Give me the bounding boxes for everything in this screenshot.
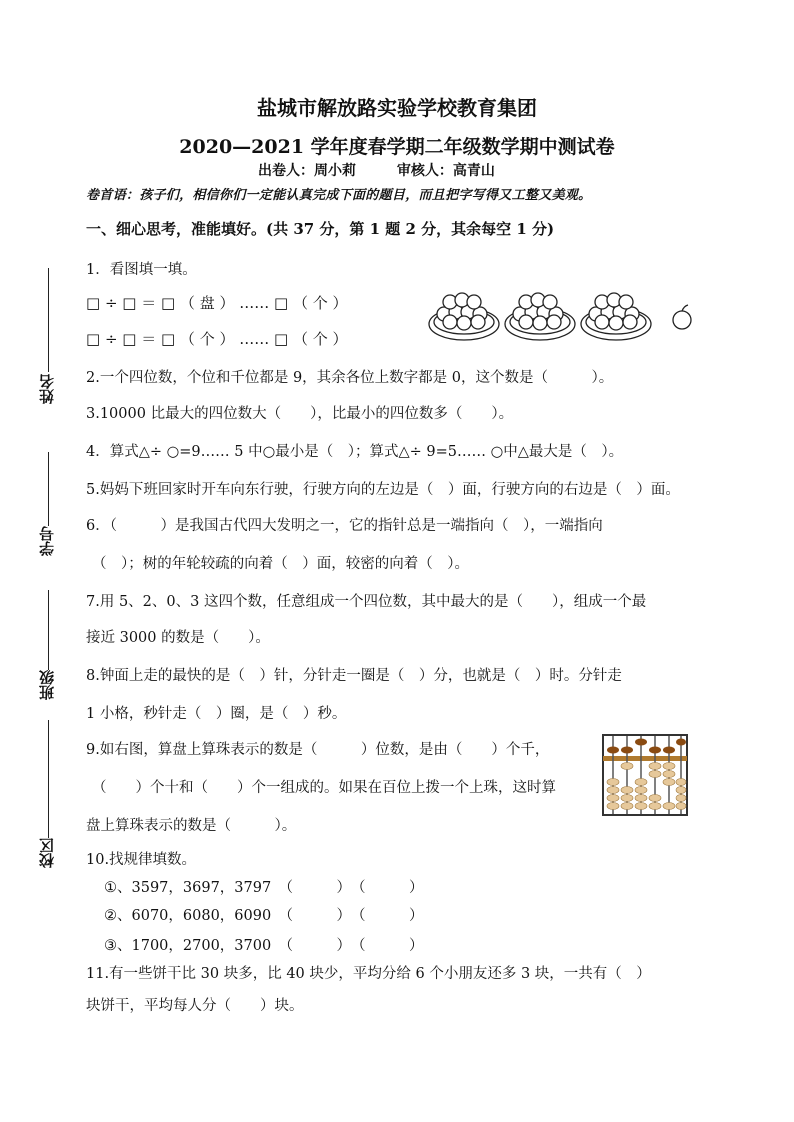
side-label-id: 学号 [38,526,56,556]
q5: 5.妈妈下班回家时开车向东行驶，行驶方向的左边是（ ）面，行驶方向的右边是（ ）面。 [86,482,680,498]
q9-line1: 9.如右图，算盘上算珠表示的数是（ ）位数，是由（ ）个千， [86,742,550,758]
q1-line1: □ ÷ □ ＝ □ （ 盘 ） …… □ （ 个 ） [86,294,348,312]
q11-line1: 11.有一些饼干比 30 块多，比 40 块少，平均分给 6 个小朋友还多 3 块，一共有（ ） [86,966,651,982]
side-label-campus: 校区 [38,838,56,868]
q1-line2: □ ÷ □ ＝ □ （ 个 ） …… □ （ 个 ） [86,330,348,348]
q1-title: 1．看图填一填。 [86,262,197,278]
side-line-class [48,590,49,670]
q9-line2: （ ）个十和（ ）个一组成的。如果在百位上拨一个上珠，这时算 [92,780,556,796]
q10-item-1: ①、3597，3697，3797 （ ） （ ） [104,880,424,896]
section-heading: 一、细心思考，准能填好。(共 37 分，第 1 题 2 分，其余每空 1 分) [86,220,555,238]
side-label-class: 班级 [38,670,56,700]
q11-line2: 块饼干，平均每人分（ ）块。 [86,998,304,1014]
abacus-icon [602,734,688,816]
apple-plate-icon [428,288,698,344]
q6-line2: （ ）；树的年轮较疏的向着（ ）面，较密的向着（ ）。 [92,556,469,572]
preface: 卷首语：孩子们，相信你们一定能认真完成下面的题目，而且把字写得又工整又美观。 [86,188,592,203]
author: 出卷人：周小莉 [258,163,356,179]
q6-line1: 6．（ ）是我国古代四大发明之一，它的指针总是一端指向（ ），一端指向 [86,518,603,534]
q3: 3.10000 比最大的四位数大（ ），比最小的四位数多（ ）。 [86,406,514,422]
q7-line2: 接近 3000 的数是（ ）。 [86,630,270,646]
q10-item-2: ②、6070，6080，6090 （ ） （ ） [104,908,424,924]
side-line-id [48,452,49,526]
q10-item-3: ③、1700，2700，3700 （ ） （ ） [104,938,424,954]
reviewer: 审核人：高青山 [396,163,495,179]
side-label-name: 姓名 [38,374,56,404]
q10-title: 10.找规律填数。 [86,852,197,868]
q8-line2: 1 小格，秒针走（ ）圈，是（ ）秒。 [86,706,347,722]
author-line [258,160,531,180]
side-line-campus [48,720,49,838]
q4: 4．算式△÷ ○=9…… 5 中○最小是（ ）；算式△÷ 9=5…… ○中△最大是（ ）。 [86,444,624,460]
q8-line1: 8.钟面上走的最快的是（ ）针，分针走一圈是（ ）分，也就是（ ）时。分针走 [86,668,622,684]
q2: 2.一个四位数，个位和千位都是 9，其余各位上数字都是 0，这个数是（ ）。 [86,370,614,386]
school-title: 盐城市解放路实验学校教育集团 [257,96,537,120]
exam-title: 2020—2021 学年度春学期二年级数学期中测试卷 [179,136,615,158]
side-line-name [48,268,49,372]
q9-line3: 盘上算珠表示的数是（ ）。 [86,818,297,834]
q7-line1: 7.用 5、2、0、3 这四个数，任意组成一个四位数，其中最大的是（ ），组成一个最 [86,594,647,610]
